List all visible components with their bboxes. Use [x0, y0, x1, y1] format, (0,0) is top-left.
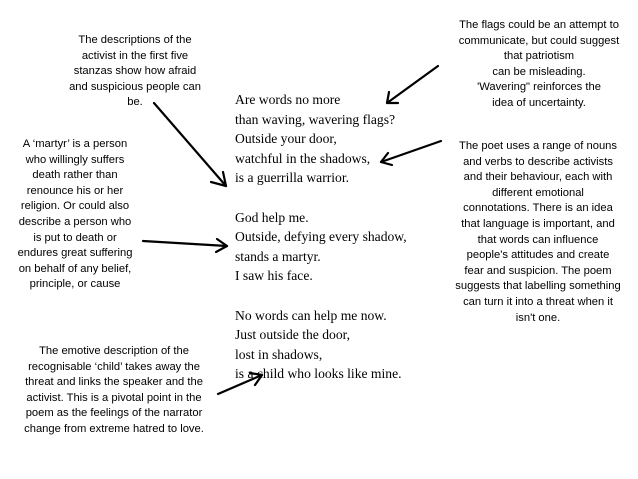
poem-line: watchful in the shadows, — [235, 150, 371, 166]
annotation-line: change from extreme hatred to love. — [24, 422, 204, 435]
annotation-line: threat and links the speaker and the — [25, 376, 203, 389]
annotation-line: isn't one. — [515, 311, 561, 324]
annotation-line: The emotive description of the — [39, 345, 189, 357]
annotation-line: The poet uses a range of nouns — [459, 140, 617, 152]
annotation-descriptions — [60, 33, 210, 111]
annotation-line: describe a person who — [18, 215, 132, 228]
annotation-nouns-verbs — [440, 139, 636, 326]
annotation-line: that patriotism — [503, 50, 575, 63]
annotation-line: recognisable ‘child’ takes away the — [28, 360, 200, 373]
poem-line: Just outside the door, — [235, 327, 350, 343]
annotation-line: The flags could be an attempt to — [459, 19, 619, 31]
annotation-line: that words can influence — [477, 233, 599, 246]
poem-stanza-1 — [235, 90, 407, 188]
annotation-line: that language is important, and — [461, 217, 615, 230]
annotation-line: communicate, but could suggest — [458, 34, 620, 47]
annotation-line: suggests that labelling something — [455, 280, 621, 293]
arrow-descriptions — [154, 103, 226, 186]
annotation-line: on behalf of any belief, — [18, 262, 132, 275]
annotation-line: people's attitudes and create — [466, 249, 610, 262]
poem-stanza-3 — [235, 306, 407, 384]
annotation-line: and suspicious people can — [69, 80, 201, 93]
arrow-martyr — [143, 239, 227, 252]
poem-line: No words can help me now. — [235, 307, 387, 323]
poem-line: is a child who looks like mine. — [235, 366, 402, 382]
poem-line: Are words no more — [235, 92, 341, 107]
annotation-line: be. — [127, 96, 143, 109]
annotation-martyr — [0, 137, 150, 293]
annotation-line: idea of uncertainty. — [492, 96, 586, 109]
annotation-line: and their behaviour, each with — [463, 171, 613, 184]
annotation-line: can be misleading. — [492, 65, 586, 78]
annotation-line: fear and suspicion. The poem — [464, 264, 612, 277]
annotation-line: stanzas show how afraid — [73, 65, 197, 78]
annotation-line: poem as the feelings of the narrator — [25, 407, 203, 420]
annotation-line: different emotional — [492, 186, 584, 199]
annotation-line: religion. Or could also — [20, 200, 130, 213]
annotation-emotive — [14, 344, 214, 438]
annotation-line: The descriptions of the — [78, 34, 192, 46]
poem-line: Outside your door, — [235, 131, 337, 147]
annotation-line: renounce his or her — [26, 184, 124, 197]
annotation-line: is put to death or — [33, 231, 117, 244]
annotation-line: who willingly suffers — [25, 153, 125, 166]
annotation-line: endures great suffering — [17, 247, 133, 260]
annotation-line: principle, or cause — [29, 278, 121, 291]
annotation-line: activist in the first five — [81, 49, 189, 62]
annotation-line: 'Wavering" reinforces the — [477, 81, 601, 94]
poem-line: Outside, defying every shadow, — [235, 229, 407, 245]
annotation-line: can turn it into a threat when it — [463, 295, 613, 308]
annotation-line: and verbs to describe activists — [463, 155, 613, 168]
annotation-line: A ‘martyr’ is a person — [22, 138, 128, 150]
annotation-line: connotations. There is an idea — [463, 202, 613, 215]
poem — [235, 90, 407, 404]
poem-line: than waving, wavering flags? — [235, 111, 396, 127]
annotation-line: death rather than — [32, 169, 118, 182]
poem-line: stands a martyr. — [235, 248, 321, 264]
annotation-line: activist. This is a pivotal point in the — [26, 391, 202, 404]
poem-line: God help me. — [235, 209, 309, 225]
poem-line: is a guerrilla warrior. — [235, 170, 349, 186]
poem-line: I saw his face. — [235, 268, 313, 284]
poem-line: lost in shadows, — [235, 346, 323, 362]
poem-stanza-2 — [235, 208, 407, 286]
annotation-flags — [444, 18, 634, 112]
